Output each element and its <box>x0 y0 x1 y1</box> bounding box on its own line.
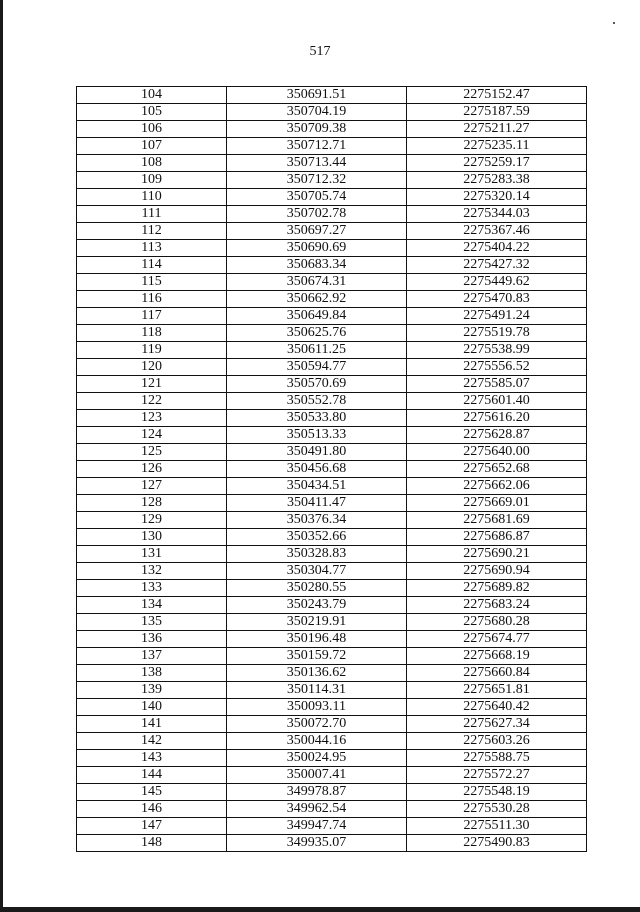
x-coordinate-cell: 350434.51 <box>227 478 407 495</box>
point-number-cell: 115 <box>77 274 227 291</box>
point-number-cell: 126 <box>77 461 227 478</box>
table-row <box>77 359 587 376</box>
x-coordinate-cell: 350513.33 <box>227 427 407 444</box>
scan-left-edge <box>0 0 3 912</box>
point-number-cell: 131 <box>77 546 227 563</box>
scan-bottom-edge <box>0 907 640 912</box>
point-number-cell: 111 <box>77 206 227 223</box>
table-row <box>77 121 587 138</box>
point-number-cell: 106 <box>77 121 227 138</box>
table-row <box>77 104 587 121</box>
x-coordinate-cell: 350611.25 <box>227 342 407 359</box>
y-coordinate-cell: 2275669.01 <box>407 495 587 512</box>
y-coordinate-cell: 2275652.68 <box>407 461 587 478</box>
table-row <box>77 784 587 801</box>
point-number-cell: 109 <box>77 172 227 189</box>
x-coordinate-cell: 350159.72 <box>227 648 407 665</box>
point-number-cell: 132 <box>77 563 227 580</box>
table-row <box>77 155 587 172</box>
point-number-cell: 107 <box>77 138 227 155</box>
point-number-cell: 127 <box>77 478 227 495</box>
x-coordinate-cell: 350196.48 <box>227 631 407 648</box>
x-coordinate-cell: 350683.34 <box>227 257 407 274</box>
stray-mark <box>613 22 615 24</box>
x-coordinate-cell: 350491.80 <box>227 444 407 461</box>
y-coordinate-cell: 2275344.03 <box>407 206 587 223</box>
y-coordinate-cell: 2275548.19 <box>407 784 587 801</box>
table-row <box>77 614 587 631</box>
y-coordinate-cell: 2275668.19 <box>407 648 587 665</box>
y-coordinate-cell: 2275585.07 <box>407 376 587 393</box>
point-number-cell: 146 <box>77 801 227 818</box>
x-coordinate-cell: 350114.31 <box>227 682 407 699</box>
x-coordinate-cell: 350552.78 <box>227 393 407 410</box>
table-row <box>77 325 587 342</box>
point-number-cell: 142 <box>77 733 227 750</box>
point-number-cell: 124 <box>77 427 227 444</box>
y-coordinate-cell: 2275572.27 <box>407 767 587 784</box>
point-number-cell: 147 <box>77 818 227 835</box>
point-number-cell: 122 <box>77 393 227 410</box>
x-coordinate-cell: 350007.41 <box>227 767 407 784</box>
x-coordinate-cell: 350712.32 <box>227 172 407 189</box>
table-row <box>77 393 587 410</box>
x-coordinate-cell: 350712.71 <box>227 138 407 155</box>
y-coordinate-cell: 2275404.22 <box>407 240 587 257</box>
point-number-cell: 120 <box>77 359 227 376</box>
table-row <box>77 342 587 359</box>
x-coordinate-cell: 350570.69 <box>227 376 407 393</box>
table-row <box>77 750 587 767</box>
x-coordinate-cell: 350024.95 <box>227 750 407 767</box>
table-row <box>77 665 587 682</box>
x-coordinate-cell: 350649.84 <box>227 308 407 325</box>
x-coordinate-cell: 349962.54 <box>227 801 407 818</box>
y-coordinate-cell: 2275627.34 <box>407 716 587 733</box>
point-number-cell: 116 <box>77 291 227 308</box>
x-coordinate-cell: 349947.74 <box>227 818 407 835</box>
table-row <box>77 291 587 308</box>
point-number-cell: 105 <box>77 104 227 121</box>
y-coordinate-cell: 2275640.00 <box>407 444 587 461</box>
point-number-cell: 129 <box>77 512 227 529</box>
point-number-cell: 148 <box>77 835 227 852</box>
point-number-cell: 137 <box>77 648 227 665</box>
y-coordinate-cell: 2275680.28 <box>407 614 587 631</box>
table-row <box>77 444 587 461</box>
table-row <box>77 648 587 665</box>
table-row <box>77 699 587 716</box>
point-number-cell: 119 <box>77 342 227 359</box>
page-number: 517 <box>309 44 331 59</box>
x-coordinate-cell: 350625.76 <box>227 325 407 342</box>
y-coordinate-cell: 2275427.32 <box>407 257 587 274</box>
y-coordinate-cell: 2275490.83 <box>407 835 587 852</box>
x-coordinate-cell: 350594.77 <box>227 359 407 376</box>
table-row <box>77 716 587 733</box>
y-coordinate-cell: 2275689.82 <box>407 580 587 597</box>
table-row <box>77 410 587 427</box>
point-number-cell: 140 <box>77 699 227 716</box>
table-row <box>77 240 587 257</box>
table-row <box>77 172 587 189</box>
y-coordinate-cell: 2275628.87 <box>407 427 587 444</box>
point-number-cell: 139 <box>77 682 227 699</box>
point-number-cell: 118 <box>77 325 227 342</box>
y-coordinate-cell: 2275603.26 <box>407 733 587 750</box>
y-coordinate-cell: 2275519.78 <box>407 325 587 342</box>
table-row <box>77 308 587 325</box>
point-number-cell: 135 <box>77 614 227 631</box>
y-coordinate-cell: 2275683.24 <box>407 597 587 614</box>
table-row <box>77 478 587 495</box>
table-row <box>77 257 587 274</box>
point-number-cell: 125 <box>77 444 227 461</box>
point-number-cell: 145 <box>77 784 227 801</box>
table-row <box>77 87 587 104</box>
y-coordinate-cell: 2275211.27 <box>407 121 587 138</box>
y-coordinate-cell: 2275588.75 <box>407 750 587 767</box>
y-coordinate-cell: 2275187.59 <box>407 104 587 121</box>
table-row <box>77 529 587 546</box>
y-coordinate-cell: 2275259.17 <box>407 155 587 172</box>
point-number-cell: 121 <box>77 376 227 393</box>
x-coordinate-cell: 350705.74 <box>227 189 407 206</box>
table-row <box>77 563 587 580</box>
table-row <box>77 767 587 784</box>
x-coordinate-cell: 350093.11 <box>227 699 407 716</box>
x-coordinate-cell: 350304.77 <box>227 563 407 580</box>
x-coordinate-cell: 350219.91 <box>227 614 407 631</box>
y-coordinate-cell: 2275640.42 <box>407 699 587 716</box>
point-number-cell: 134 <box>77 597 227 614</box>
table-row <box>77 274 587 291</box>
y-coordinate-cell: 2275538.99 <box>407 342 587 359</box>
table-row <box>77 682 587 699</box>
point-number-cell: 117 <box>77 308 227 325</box>
x-coordinate-cell: 350691.51 <box>227 87 407 104</box>
y-coordinate-cell: 2275511.30 <box>407 818 587 835</box>
x-coordinate-cell: 350702.78 <box>227 206 407 223</box>
y-coordinate-cell: 2275152.47 <box>407 87 587 104</box>
point-number-cell: 144 <box>77 767 227 784</box>
y-coordinate-cell: 2275674.77 <box>407 631 587 648</box>
x-coordinate-cell: 349978.87 <box>227 784 407 801</box>
point-number-cell: 108 <box>77 155 227 172</box>
table-row <box>77 376 587 393</box>
x-coordinate-cell: 350709.38 <box>227 121 407 138</box>
y-coordinate-cell: 2275491.24 <box>407 308 587 325</box>
x-coordinate-cell: 350704.19 <box>227 104 407 121</box>
table-row <box>77 597 587 614</box>
point-number-cell: 138 <box>77 665 227 682</box>
point-number-cell: 112 <box>77 223 227 240</box>
table-row <box>77 546 587 563</box>
x-coordinate-cell: 350662.92 <box>227 291 407 308</box>
point-number-cell: 104 <box>77 87 227 104</box>
point-number-cell: 143 <box>77 750 227 767</box>
y-coordinate-cell: 2275283.38 <box>407 172 587 189</box>
table-row <box>77 801 587 818</box>
x-coordinate-cell: 350411.47 <box>227 495 407 512</box>
x-coordinate-cell: 350072.70 <box>227 716 407 733</box>
point-number-cell: 113 <box>77 240 227 257</box>
y-coordinate-cell: 2275601.40 <box>407 393 587 410</box>
y-coordinate-cell: 2275470.83 <box>407 291 587 308</box>
y-coordinate-cell: 2275616.20 <box>407 410 587 427</box>
coordinates-table-body <box>77 87 587 852</box>
x-coordinate-cell: 350456.68 <box>227 461 407 478</box>
point-number-cell: 133 <box>77 580 227 597</box>
point-number-cell: 128 <box>77 495 227 512</box>
point-number-cell: 130 <box>77 529 227 546</box>
table-row <box>77 580 587 597</box>
table-row <box>77 512 587 529</box>
table-row <box>77 427 587 444</box>
x-coordinate-cell: 350376.34 <box>227 512 407 529</box>
table-row <box>77 223 587 240</box>
x-coordinate-cell: 350243.79 <box>227 597 407 614</box>
x-coordinate-cell: 350674.31 <box>227 274 407 291</box>
y-coordinate-cell: 2275367.46 <box>407 223 587 240</box>
table-row <box>77 189 587 206</box>
y-coordinate-cell: 2275530.28 <box>407 801 587 818</box>
y-coordinate-cell: 2275320.14 <box>407 189 587 206</box>
point-number-cell: 141 <box>77 716 227 733</box>
y-coordinate-cell: 2275556.52 <box>407 359 587 376</box>
y-coordinate-cell: 2275690.21 <box>407 546 587 563</box>
table-row <box>77 461 587 478</box>
x-coordinate-cell: 350690.69 <box>227 240 407 257</box>
x-coordinate-cell: 350328.83 <box>227 546 407 563</box>
table-row <box>77 206 587 223</box>
x-coordinate-cell: 350280.55 <box>227 580 407 597</box>
table-row <box>77 495 587 512</box>
point-number-cell: 110 <box>77 189 227 206</box>
y-coordinate-cell: 2275449.62 <box>407 274 587 291</box>
x-coordinate-cell: 350044.16 <box>227 733 407 750</box>
table-row <box>77 733 587 750</box>
x-coordinate-cell: 349935.07 <box>227 835 407 852</box>
x-coordinate-cell: 350136.62 <box>227 665 407 682</box>
table-row <box>77 138 587 155</box>
point-number-cell: 123 <box>77 410 227 427</box>
coordinates-table <box>76 86 587 852</box>
y-coordinate-cell: 2275235.11 <box>407 138 587 155</box>
x-coordinate-cell: 350352.66 <box>227 529 407 546</box>
y-coordinate-cell: 2275660.84 <box>407 665 587 682</box>
y-coordinate-cell: 2275690.94 <box>407 563 587 580</box>
table-row <box>77 818 587 835</box>
y-coordinate-cell: 2275651.81 <box>407 682 587 699</box>
y-coordinate-cell: 2275662.06 <box>407 478 587 495</box>
x-coordinate-cell: 350697.27 <box>227 223 407 240</box>
x-coordinate-cell: 350713.44 <box>227 155 407 172</box>
table-row <box>77 835 587 852</box>
y-coordinate-cell: 2275681.69 <box>407 512 587 529</box>
point-number-cell: 136 <box>77 631 227 648</box>
point-number-cell: 114 <box>77 257 227 274</box>
y-coordinate-cell: 2275686.87 <box>407 529 587 546</box>
x-coordinate-cell: 350533.80 <box>227 410 407 427</box>
table-row <box>77 631 587 648</box>
